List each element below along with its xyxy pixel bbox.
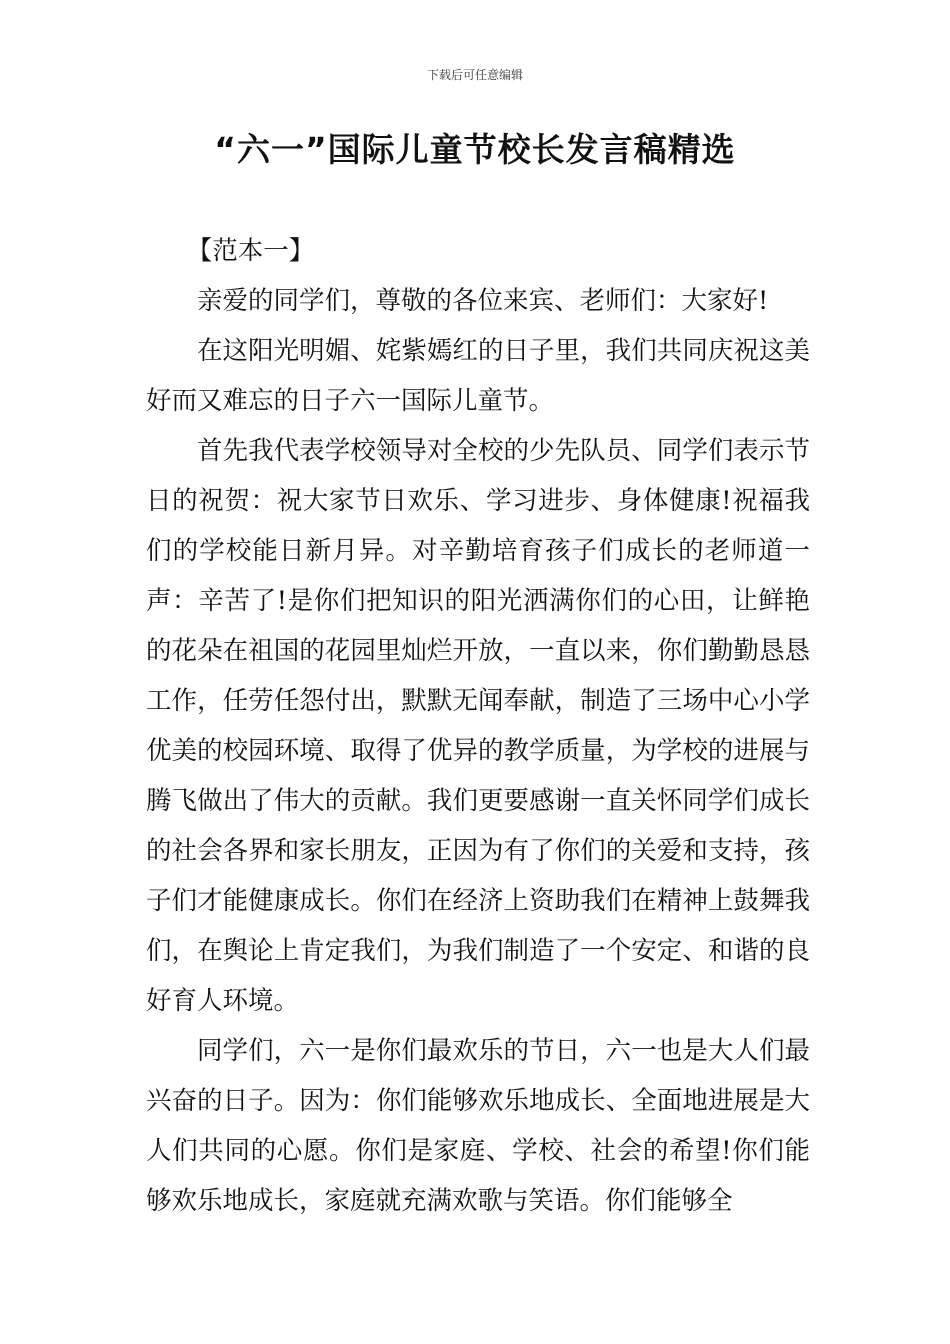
- document-title: “六一”国际儿童节校长发言稿精选: [214, 130, 736, 169]
- paragraph-wishes: 同学们，六一是你们最欢乐的节日，六一也是大人们最兴奋的日子。因为：你们能够欢乐地成长、全面地进展是大人们共同的心愿。你们是家庭、学校、社会的希望!你们能够欢乐地成长，家庭就充满欢歌与笑语。你们能够全: [146, 1036, 810, 1216]
- paragraph-intro: 在这阳光明媚、姹紫嫣红的日子里，我们共同庆祝这美好而又难忘的日子六一国际儿童节。: [146, 336, 810, 416]
- header-note: 下载后可任意编辑: [426, 68, 523, 82]
- document-body: [146, 226, 810, 1226]
- paragraph-greeting: 亲爱的同学们，尊敬的各位来宾、老师们：大家好!: [197, 286, 769, 316]
- section-label: 【范本一】: [186, 236, 315, 266]
- paragraph-thanks: 首先我代表学校领导对全校的少先队员、同学们表示节日的祝贺：祝大家节日欢乐、学习进步、身体健康!祝福我们的学校能日新月异。对辛勤培育孩子们成长的老师道一声：辛苦了!是你们把知识的阳光洒满你们的心田，让鲜艳的花朵在祖国的花园里灿烂开放，一直以来，你们勤勤恳恳工作，任劳任怨付出，默默无闻奉献，制造了三场中心小学优美的校园环境、取得了优异的教学质量，为学校的进展与腾飞做出了伟大的贡献。我们更要感谢一直关怀同学们成长的社会各界和家长朋友，正因为有了你们的关爱和支持，孩子们才能健康成长。你们在经济上资助我们在精神上鼓舞我们，在舆论上肯定我们，为我们制造了一个安定、和谐的良好育人环境。: [146, 436, 810, 1016]
